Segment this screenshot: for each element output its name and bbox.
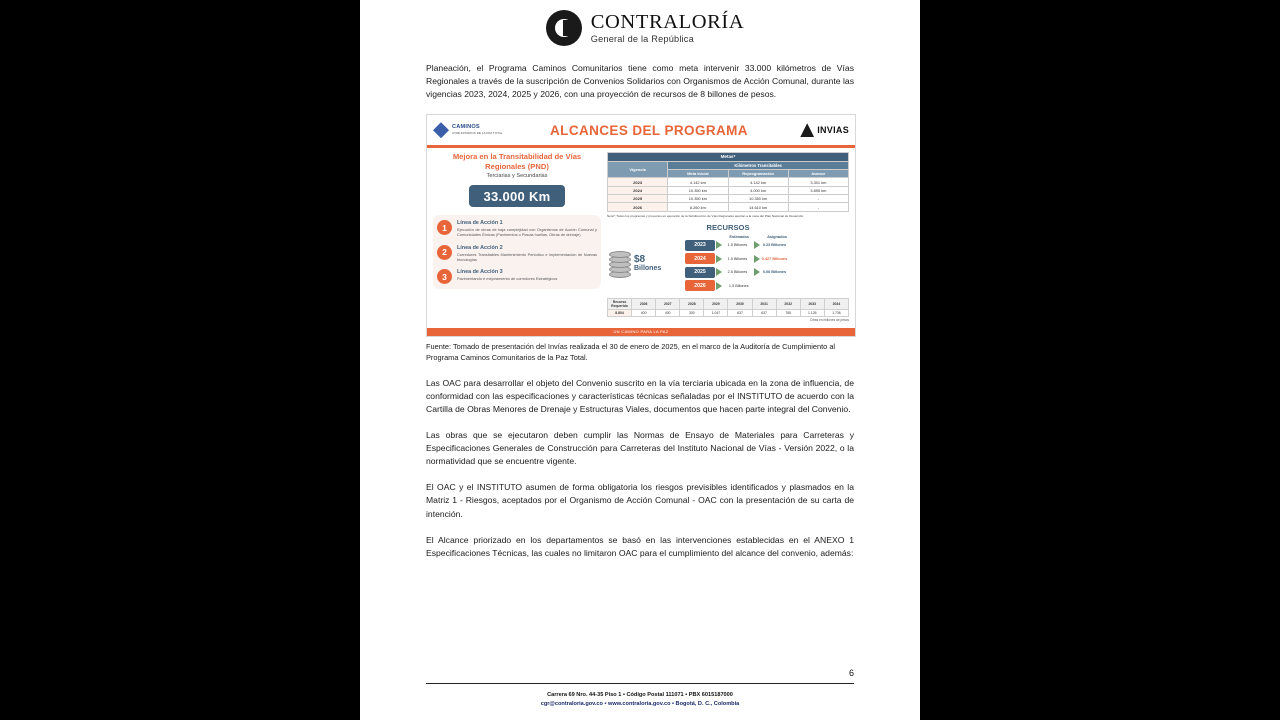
cell-avance: 3.301 km bbox=[788, 178, 848, 186]
document-footer bbox=[360, 691, 920, 708]
table-row bbox=[685, 280, 789, 291]
paragraph-3: Las obras que se ejecutaron deben cumplir las Normas de Ensayo de Materiales para Carreteras y Especificaciones Generales de Construcción para Carreteras del Instituto Nacional de Vías - Versión 2022, o la normatividad que se encuentre vigente. bbox=[426, 430, 854, 467]
req-value: 400 bbox=[632, 309, 656, 316]
cell-meta-inicial: 10.350 km bbox=[668, 195, 728, 203]
logo-subtitle: General de la República bbox=[590, 33, 694, 44]
year-chip: 2024 bbox=[685, 253, 715, 264]
recursos-years bbox=[685, 234, 789, 294]
document-body bbox=[360, 62, 920, 560]
req-total: 8.804 bbox=[608, 309, 632, 316]
page-number: 6 bbox=[848, 668, 854, 678]
figure-left-panel bbox=[433, 152, 601, 322]
coins-stack-icon bbox=[607, 251, 631, 277]
caminos-logo-line2: COMUNITARIOS DE LA PAZ TOTAL bbox=[452, 130, 503, 135]
metas-table bbox=[607, 152, 849, 212]
req-col-2034: 2034 bbox=[824, 298, 848, 309]
metas-col-avance: Avance bbox=[788, 169, 848, 177]
figure-header bbox=[427, 115, 855, 148]
figure-right-panel bbox=[607, 152, 849, 322]
paragraph-2: Las OAC para desarrollar el objeto del Convenio suscrito en la vía terciaria ubicada en la zona de influencia, de conformidad con las especificaciones y características técnicas señaladas por el INSTITUTO de acuerdo con la Cartilla de Obras Menores de Drenaje y Estructuras Viales, documentos que hacen parte integral del Convenio. bbox=[426, 378, 854, 415]
cell-vigencia: 2026 bbox=[608, 203, 668, 211]
estimado-value: 1.5 Billones bbox=[728, 283, 749, 288]
list-item bbox=[437, 269, 597, 284]
footer-contact: cgr@contraloria.gov.co • www.contraloria.gov.co • Bogotá, D. C., Colombia bbox=[540, 700, 740, 707]
cell-reprogramacion: 14.610 km bbox=[728, 203, 788, 211]
paragraph-5: El Alcance priorizado en los departamentos se basó en las intervenciones establecidas en el ANEXO 1 Especificaciones Técnicas, las cuales no limitaron OAC para el cumplimiento del alcance del convenio, además: bbox=[426, 534, 854, 558]
metas-table-title: Metas* bbox=[608, 153, 849, 161]
req-col-2028: 2028 bbox=[680, 298, 704, 309]
cell-reprogramacion: 10.350 km bbox=[728, 195, 788, 203]
req-col-2026: 2026 bbox=[632, 298, 656, 309]
line-description: Pavimentando e mejoramiento de corredores Estratégicos bbox=[457, 276, 558, 282]
metas-table-note: Nota*: Todos los programas y proyectos en ejecución de la Subdirección de Vías Regionales aportan a la meta del Plan Nacional de Desarrollo bbox=[607, 213, 804, 218]
req-value: 637 bbox=[728, 309, 752, 316]
req-table-footnote: Cifras en millones de pesos bbox=[809, 317, 849, 322]
caminos-logo-line1: CAMINOS bbox=[452, 124, 480, 131]
document-header bbox=[360, 0, 920, 46]
left-panel-subheading: Terciarias y Secundarias bbox=[486, 173, 548, 180]
line-number-badge: 1 bbox=[437, 220, 452, 235]
footer-address: Carrera 69 Nro. 44-35 Piso 1 • Código Postal 111071 • PBX 6015187000 bbox=[547, 692, 733, 699]
list-item bbox=[437, 245, 597, 263]
figure-title: ALCANCES DEL PROGRAMA bbox=[550, 122, 748, 138]
invias-label: INVIAS bbox=[817, 125, 849, 136]
invias-triangle-icon bbox=[800, 123, 814, 137]
req-value: 765 bbox=[776, 309, 800, 316]
contraloria-circle-logo-icon bbox=[546, 10, 582, 46]
invias-logo bbox=[779, 123, 849, 137]
paragraph-4: El OAC y el INSTITUTO asumen de forma obligatoria los riesgos previsibles identificados y plasmados en la Matriz 1 - Riesgos, aceptados por el Organismo de Acción Comunal - OAC con la presentación de su carta de intención. bbox=[426, 482, 854, 519]
cell-meta-inicial: 8.260 km bbox=[668, 203, 728, 211]
estimado-value: 2.5 Billones bbox=[727, 270, 748, 275]
cell-meta-inicial: 4.142 km bbox=[668, 178, 728, 186]
left-panel-heading: Mejora en la Transitabilidad de Vías Regionales (PND) bbox=[452, 152, 582, 171]
metas-group-header: Kilómetros Transitables bbox=[668, 161, 849, 169]
req-value: 1.736 bbox=[824, 309, 848, 316]
cell-avance: 3.895 km bbox=[788, 186, 848, 194]
caminos-diamond-icon bbox=[433, 122, 449, 138]
req-value: 400 bbox=[656, 309, 680, 316]
req-value: 1.047 bbox=[704, 309, 728, 316]
req-col-2029: 2029 bbox=[704, 298, 728, 309]
metas-col-reprogramacion: Reprogramación bbox=[728, 169, 788, 177]
line-title: Línea de Acción 1 bbox=[457, 220, 503, 227]
year-chip: 2025 bbox=[685, 267, 715, 278]
recurso-requerido-table bbox=[607, 298, 849, 317]
table-row bbox=[685, 267, 789, 278]
line-title: Línea de Acción 2 bbox=[457, 244, 503, 251]
asignado-value: 0.06 Billones bbox=[762, 270, 787, 275]
recursos-title: RECURSOS bbox=[706, 222, 750, 232]
year-chip: 2023 bbox=[685, 240, 715, 251]
recursos-amount-value: $8 bbox=[634, 253, 646, 265]
table-row bbox=[608, 203, 849, 211]
list-item bbox=[437, 220, 597, 238]
line-title: Línea de Acción 3 bbox=[457, 269, 503, 276]
table-row bbox=[685, 253, 789, 264]
estimado-value: 1.5 Billones bbox=[727, 256, 748, 261]
document-page bbox=[360, 0, 920, 720]
req-value: 300 bbox=[680, 309, 704, 316]
table-row bbox=[685, 240, 789, 251]
req-col-2030: 2030 bbox=[728, 298, 752, 309]
metas-col-meta-inicial: Meta Inicial bbox=[668, 169, 728, 177]
lines-of-action-list bbox=[433, 215, 601, 289]
recursos-amount-unit: Billones bbox=[634, 265, 662, 273]
asignado-value: 0.23 Billones bbox=[762, 243, 787, 248]
recursos-col-asignados: Asignados bbox=[767, 233, 787, 239]
recursos-amount bbox=[607, 251, 681, 277]
req-col-2027: 2027 bbox=[656, 298, 680, 309]
metas-col-vigencia: Vigencia bbox=[608, 161, 668, 178]
footer-divider bbox=[426, 683, 854, 684]
figure-source-note: Fuente: Tomado de presentación del Invías realizada el 30 de enero de 2025, en el marco de la Auditoría de Cumplimiento al Programa Caminos Comunitarios de la Paz Total. bbox=[426, 341, 836, 362]
req-row-label-header: Recurso Requerido bbox=[608, 298, 632, 309]
figure-footer-band: UN CAMINO PARA LA PAZ bbox=[427, 328, 855, 336]
cell-avance: - bbox=[788, 203, 848, 211]
req-value: 637 bbox=[752, 309, 776, 316]
program-scope-figure bbox=[426, 114, 856, 337]
asignado-value: 0.427 Billones bbox=[761, 256, 788, 261]
cell-vigencia: 2025 bbox=[608, 195, 668, 203]
year-chip: 2026 bbox=[685, 280, 715, 291]
table-row bbox=[608, 195, 849, 203]
req-col-2033: 2033 bbox=[800, 298, 824, 309]
cell-vigencia: 2024 bbox=[608, 186, 668, 194]
caminos-logo bbox=[433, 122, 519, 138]
recursos-col-estimados: Estimados bbox=[729, 233, 750, 239]
cell-reprogramacion: 4.142 km bbox=[728, 178, 788, 186]
table-row bbox=[608, 178, 849, 186]
paragraph-1: Planeación, el Programa Caminos Comunitarios tiene como meta intervenir 33.000 kilómetros de Vías Regionales a través de la suscripción de Convenios Solidarios con Organismos de Acción Comunal, durante las vigencias 2023, 2024, 2025 y 2026, con una proyección de recursos de 8 billones de pesos. bbox=[426, 63, 854, 100]
req-col-2031: 2031 bbox=[752, 298, 776, 309]
req-value: 1.126 bbox=[800, 309, 824, 316]
req-col-2032: 2032 bbox=[776, 298, 800, 309]
cell-meta-inicial: 10.350 km bbox=[668, 186, 728, 194]
table-row bbox=[608, 309, 849, 316]
line-number-badge: 2 bbox=[437, 245, 452, 260]
line-description: Ejecución de obras de baja complejidad con Organismos de Acción Comunal y Comunidades Étnicas (Pavimentos o Placas huellas, Obras de drenaje) bbox=[457, 227, 597, 238]
cell-avance: - bbox=[788, 195, 848, 203]
cell-reprogramacion: 4.000 km bbox=[728, 186, 788, 194]
cell-vigencia: 2023 bbox=[608, 178, 668, 186]
logo-title: CONTRALORÍA bbox=[590, 11, 745, 34]
table-row bbox=[608, 186, 849, 194]
line-number-badge: 3 bbox=[437, 269, 452, 284]
estimado-value: 1.5 Billones bbox=[727, 243, 748, 248]
km-badge: 33.000 Km bbox=[469, 185, 565, 207]
line-description: Corredores Transitables Mantenimiento Periódico e implementación de Nuevas tecnologías bbox=[457, 251, 597, 262]
